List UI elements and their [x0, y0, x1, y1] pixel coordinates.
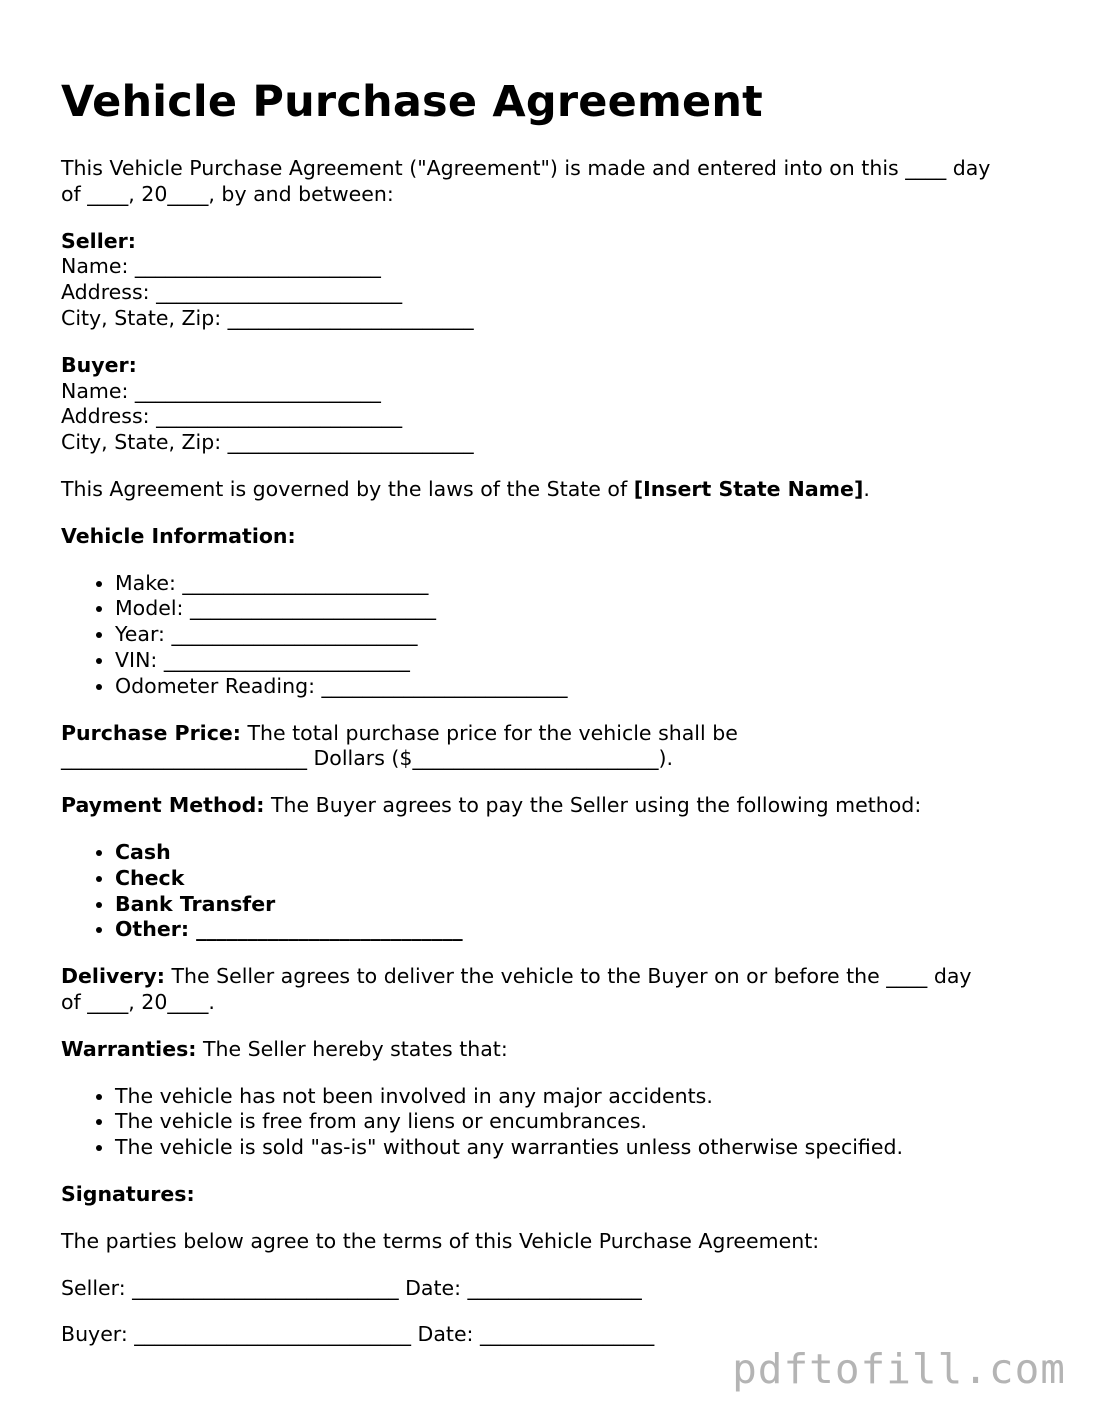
- state-name-placeholder: [Insert State Name]: [633, 476, 864, 501]
- payment-method-text: The Buyer agrees to pay the Seller using the following method:: [264, 793, 922, 818]
- vehicle-make-field: • Make: ________________________: [115, 571, 1051, 597]
- seller-section: [61, 229, 1051, 332]
- seller-address-field: Address: ________________________: [61, 280, 403, 305]
- vehicle-year-field: • Year: ________________________: [115, 622, 1051, 648]
- buyer-signature-line: Buyer: ___________________________ Date: _________________: [61, 1322, 655, 1347]
- page-title: Vehicle Purchase Agreement: [61, 77, 763, 127]
- vehicle-odometer-field: • Odometer Reading: ________________________: [115, 674, 1051, 700]
- delivery-paragraph: [61, 964, 1051, 1016]
- signatures-text: The parties below agree to the terms of this Vehicle Purchase Agreement:: [61, 1228, 820, 1253]
- governing-law-paragraph: [61, 477, 1051, 503]
- vehicle-vin-field: • VIN: ________________________: [115, 648, 1051, 674]
- buyer-city-field: City, State, Zip: ________________________: [61, 430, 474, 455]
- intro-line-2: of ____, 20____, by and between:: [61, 181, 394, 206]
- vehicle-info-heading: Vehicle Information:: [61, 523, 296, 548]
- buyer-address-field: Address: ________________________: [61, 404, 403, 429]
- warranties-paragraph: [61, 1037, 1051, 1063]
- purchase-price-text: The total purchase price for the vehicle shall be: [240, 720, 738, 745]
- payment-method-list: [61, 840, 1051, 943]
- warranty-item: • The vehicle is free from any liens or encumbrances.: [115, 1109, 1051, 1135]
- delivery-label: Delivery:: [61, 964, 165, 989]
- purchase-price-paragraph: [61, 721, 1051, 773]
- watermark: pdftofill.com: [732, 1345, 1066, 1393]
- payment-option-other: • Other: __________________________: [115, 917, 1051, 943]
- governing-law-end: .: [863, 476, 870, 501]
- seller-signature-line: Seller: __________________________ Date: _________________: [61, 1275, 642, 1300]
- buyer-name-field: Name: ________________________: [61, 378, 381, 403]
- document-page: [61, 76, 1051, 1369]
- payment-option-check: • Check: [115, 866, 1051, 892]
- warranties-text: The Seller hereby states that:: [196, 1036, 508, 1061]
- governing-law-text: This Agreement is governed by the laws of the State of: [61, 476, 634, 501]
- warranty-item: • The vehicle has not been involved in any major accidents.: [115, 1084, 1051, 1110]
- payment-method-label: Payment Method:: [61, 793, 265, 818]
- purchase-price-label: Purchase Price:: [61, 720, 241, 745]
- warranty-item: • The vehicle is sold "as-is" without any warranties unless otherwise specified.: [115, 1135, 1051, 1161]
- warranties-label: Warranties:: [61, 1036, 197, 1061]
- seller-name-field: Name: ________________________: [61, 254, 381, 279]
- vehicle-info-list: [61, 571, 1051, 700]
- buyer-heading: Buyer:: [61, 352, 137, 377]
- seller-city-field: City, State, Zip: ________________________: [61, 305, 474, 330]
- delivery-date-line: of ____, 20____.: [61, 989, 215, 1014]
- payment-option-bank-transfer: • Bank Transfer: [115, 892, 1051, 918]
- payment-option-cash: • Cash: [115, 840, 1051, 866]
- warranties-list: [61, 1084, 1051, 1161]
- buyer-section: [61, 353, 1051, 456]
- signatures-heading: Signatures:: [61, 1181, 195, 1206]
- seller-heading: Seller:: [61, 228, 136, 253]
- delivery-text: The Seller agrees to deliver the vehicle to the Buyer on or before the ____ day: [164, 964, 972, 989]
- intro-paragraph: [61, 156, 1051, 208]
- payment-method-paragraph: [61, 793, 1051, 819]
- intro-line-1: This Vehicle Purchase Agreement ("Agreement") is made and entered into on this ____ day: [61, 156, 991, 180]
- purchase-price-amount-line: ________________________ Dollars ($________________________).: [61, 746, 673, 771]
- vehicle-model-field: • Model: ________________________: [115, 596, 1051, 622]
